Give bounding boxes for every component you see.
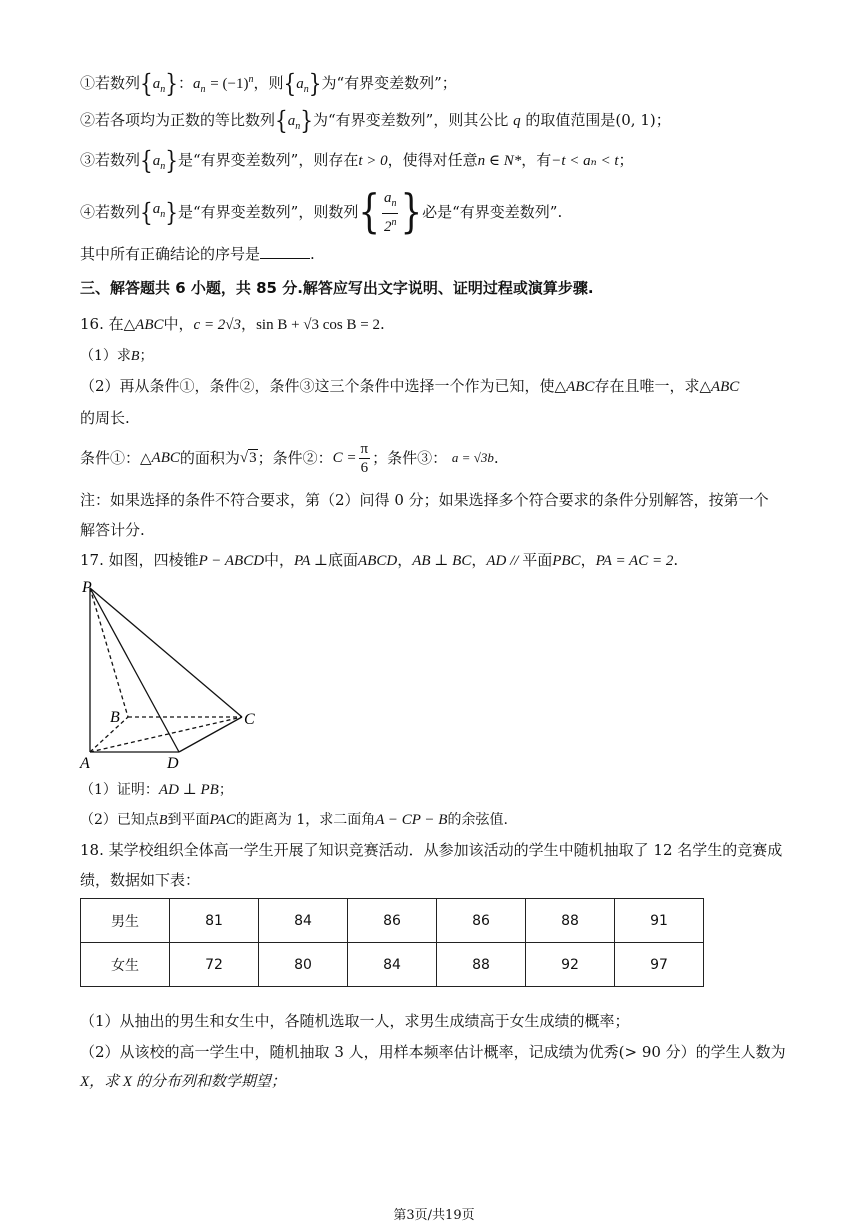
table-cell: 72	[170, 943, 259, 987]
label-C: C	[244, 711, 255, 728]
q17-part2: （2）已知点B到平面PAC的距离为 1，求二面角A − CP − B的余弦值.	[80, 812, 508, 828]
edge-PC	[90, 588, 242, 717]
answer-blank[interactable]	[260, 244, 310, 259]
q16-conditions: 条件①：△ ABC 的面积为 √3 ；条件②： C = $\frac{\pi}{6}$ ；条件③： a = √3b .	[80, 440, 499, 476]
q15-statement-4: ④若数列 { $a_n$ } 是“有界变差数列”，则数列 { $\frac{a_n}{2^n}$ } 必是“有界变差数列”.	[80, 185, 563, 239]
table-cell: 86	[437, 899, 526, 943]
table-cell: 81	[170, 899, 259, 943]
table-cell: 88	[437, 943, 526, 987]
q16-note-line1: 注：如果选择的条件不符合要求，第（2）问得 0 分；如果选择多个符合要求的条件分别解答，按第一个	[80, 491, 769, 509]
q16-stem: 16. 在△ABC中，c = 2√3，sin B + √3 cos B = 2.	[80, 315, 385, 333]
table-cell: 女生	[81, 943, 170, 987]
table-row-female	[81, 943, 704, 987]
q16-part2-line1: （2）再从条件①，条件②，条件③这三个条件中选择一个作为已知，使△ABC存在且唯一，求△ABC	[80, 377, 740, 395]
pyramid-figure	[70, 572, 270, 772]
edge-DC	[179, 717, 242, 752]
q15-statement-2: ②若各项均为正数的等比数列$\{a_n\}$为“有界变差数列”，则其公比 q 的取值范围是(0, 1)；	[80, 105, 671, 135]
table-cell: 84	[348, 943, 437, 987]
edge-AB	[90, 717, 128, 752]
q18-stem-line2: 绩，数据如下表：	[80, 871, 201, 889]
q18-part2-line1: （2）从该校的高一学生中，随机抽取 3 人，用样本频率估计概率，记成绩为优秀(> 90 分）的学生人数为	[80, 1043, 786, 1061]
table-cell: 男生	[81, 899, 170, 943]
label-P: P	[82, 579, 92, 596]
q18-part1: （1）从抽出的男生和女生中，各随机选取一人，求男生成绩高于女生成绩的概率；	[80, 1012, 630, 1030]
table-cell: 88	[526, 899, 615, 943]
table-cell: 84	[259, 899, 348, 943]
edge-PB	[90, 588, 128, 717]
q16-part1: （1）求B；	[80, 348, 154, 364]
q15-statement-1: ①若数列$\{a_n\}$：$a_n = (-1)^n$，则$\{a_n\}$为“有界变差数列”；	[80, 68, 457, 98]
q16-part2-line2: 的周长.	[80, 409, 130, 427]
q18-part2-line2: X，求 X 的分布列和数学期望；	[80, 1074, 286, 1090]
label-B: B	[110, 709, 120, 726]
q17-part1: （1）证明：AD ⊥ PB；	[80, 782, 233, 798]
label-D: D	[167, 755, 179, 772]
q15-ask: 其中所有正确结论的序号是 .	[80, 245, 315, 263]
q15-statement-3: ③若数列$\{a_n\}$是“有界变差数列”，则存在t > 0，使得对任意n ∈ N*，有−t < aₙ < t；	[80, 145, 634, 175]
q16-note-line2: 解答计分.	[80, 521, 145, 539]
table-cell: 92	[526, 943, 615, 987]
table-cell: 91	[615, 899, 704, 943]
q17-stem: 17. 如图，四棱锥P − ABCD中，PA ⊥底面ABCD，AB ⊥ BC，AD // 平面PBC，PA = AC = 2.	[80, 551, 679, 569]
label-A: A	[80, 755, 90, 772]
edge-PD	[90, 588, 179, 752]
page-footer: 第3页/共19页	[393, 1208, 475, 1223]
scores-table	[80, 898, 704, 987]
table-cell: 97	[615, 943, 704, 987]
q18-stem-line1: 18. 某学校组织全体高一学生开展了知识竞赛活动．从参加该活动的学生中随机抽取了 12 名学生的竞赛成	[80, 841, 783, 859]
section-heading: 三、解答题共 6 小题，共 85 分.解答应写出文字说明、证明过程或演算步骤.	[80, 279, 594, 297]
table-cell: 86	[348, 899, 437, 943]
table-row-male	[81, 899, 704, 943]
table-cell: 80	[259, 943, 348, 987]
